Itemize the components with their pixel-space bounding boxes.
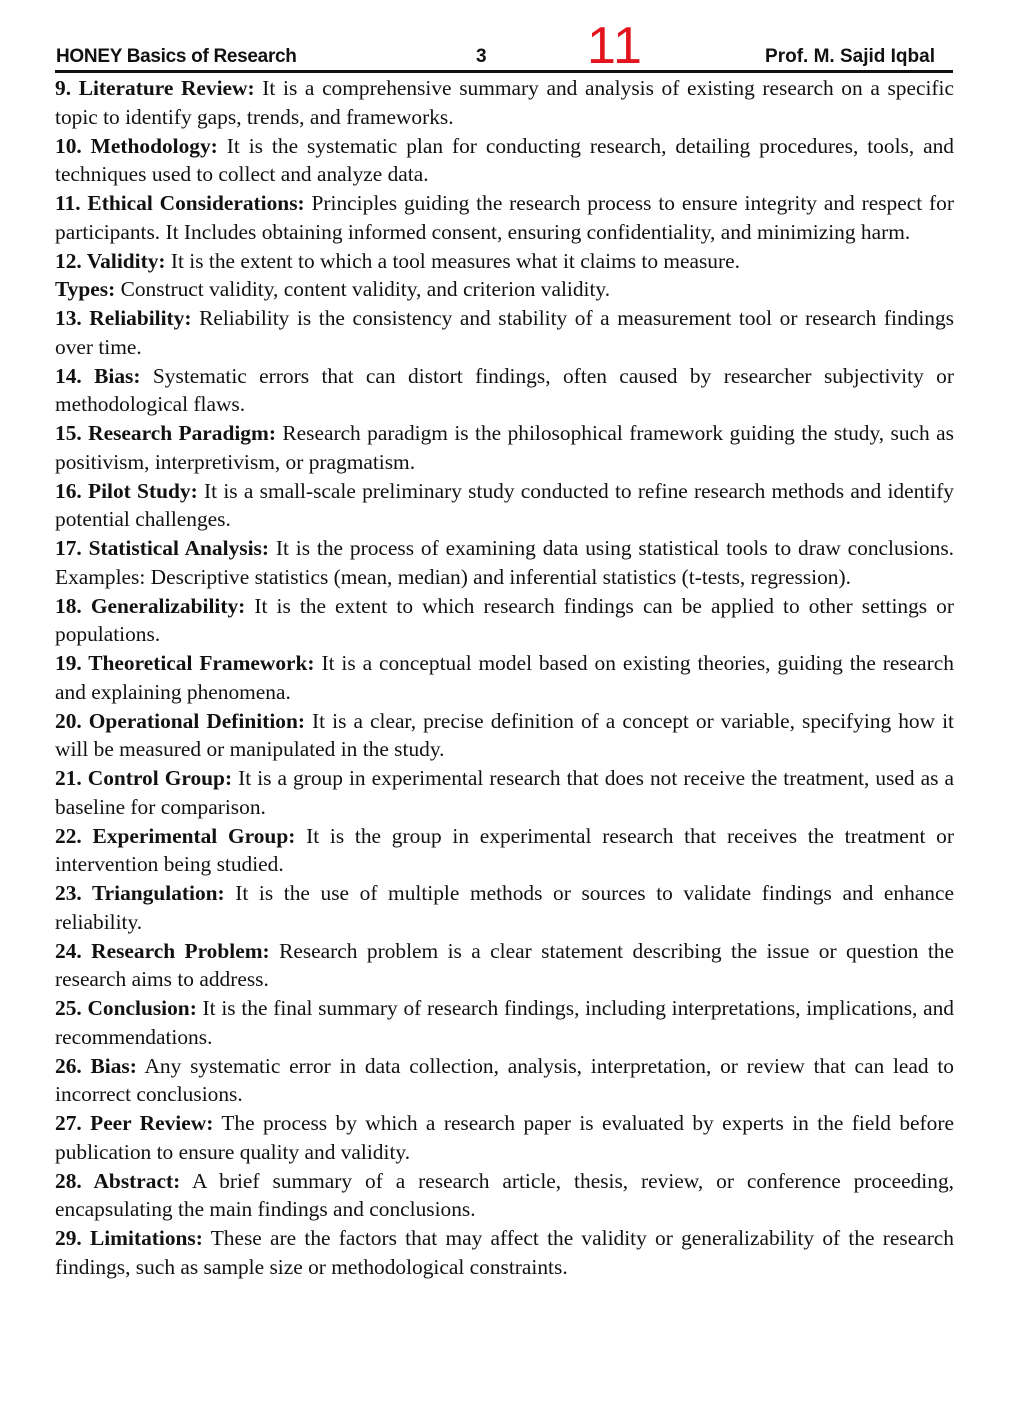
definition-text: It is the process of examining data using statistical tools to draw conclusions. Examples: Descriptive statistics (mean, median) and inferential statistics (t-tests, regression). [55, 536, 954, 589]
definition-term: 9. Literature Review: [55, 76, 255, 100]
definition-entry [55, 764, 954, 822]
definition-term: 23. Triangulation: [55, 881, 225, 905]
definition-text: Systematic errors that can distort findings, often caused by researcher subjectivity or methodological flaws. [55, 363, 954, 417]
definition-term: 10. Methodology: [55, 133, 218, 158]
definition-term: 17. Statistical Analysis: [55, 536, 269, 560]
definition-text: It is a group in experimental research that does not receive the treatment, used as a baseline for comparison. [55, 766, 954, 819]
definition-entry [55, 304, 954, 362]
red-page-marker: 11 [587, 17, 643, 75]
definition-text: It is a small-scale preliminary study conducted to refine research methods and identify potential challenges. [55, 478, 955, 532]
definition-entry [55, 879, 954, 937]
definition-text: It is the systematic plan for conducting research, detailing procedures, tools, and techniques used to collect and analyze data. [55, 133, 954, 187]
definition-entry [55, 1052, 954, 1110]
definition-entry [55, 74, 954, 132]
definition-term: 27. Peer Review: [55, 1111, 214, 1135]
definition-text: Principles guiding the research process to ensure integrity and respect for participants. It Includes obtaining informed consent, ensuring confidentiality, and minimizing harm. [55, 191, 954, 244]
definition-text: It is the final summary of research findings, including interpretations, implications, and recommendations. [55, 996, 954, 1049]
definition-term: 14. Bias: [55, 363, 141, 388]
definition-entry [55, 592, 954, 650]
definition-entry [55, 994, 954, 1052]
definition-entry [55, 534, 954, 592]
definition-text: Research paradigm is the philosophical framework guiding the study, such as positivism, interpretivism, or pragmatism. [55, 421, 954, 474]
definitions-list [55, 74, 954, 1282]
definition-entry [55, 1167, 954, 1225]
definition-term: 28. Abstract: [55, 1168, 181, 1193]
definition-term: 29. Limitations: [55, 1226, 203, 1250]
definition-term: 11. Ethical Considerations: [55, 191, 305, 215]
definition-term: 16. Pilot Study: [55, 478, 198, 503]
definition-term: 21. Control Group: [55, 766, 233, 790]
definition-term: Types: [55, 277, 116, 302]
definition-entry [55, 1109, 954, 1167]
definition-entry [55, 275, 954, 304]
definition-entry [55, 419, 954, 477]
definition-text: It is the use of multiple methods or sources to validate findings and enhance reliability. [55, 881, 954, 934]
definition-entry [55, 362, 954, 420]
page-header [55, 14, 953, 73]
definition-entry [55, 1224, 954, 1282]
definition-text: It is the group in experimental research that receives the treatment or intervention being studied. [55, 823, 954, 877]
document-title: HONEY Basics of Research [56, 46, 297, 67]
definition-entry [55, 937, 954, 995]
definition-text: These are the factors that may affect the validity or generalizability of the research findings, such as sample size or methodological constraints. [55, 1226, 955, 1279]
definition-text: Construct validity, content validity, and criterion validity. [115, 277, 611, 302]
definition-term: 15. Research Paradigm: [55, 421, 276, 445]
page-number: 3 [476, 46, 487, 67]
definition-term: 18. Generalizability: [55, 593, 246, 618]
definition-term: 26. Bias: [55, 1053, 137, 1078]
definition-text: It is a comprehensive summary and analysis of existing research on a specific topic to identify gaps, trends, and frameworks. [55, 76, 954, 129]
definition-text: It is the extent to which a tool measures what it claims to measure. [165, 248, 740, 273]
definition-text: It is a conceptual model based on existing theories, guiding the research and explaining phenomena. [55, 651, 954, 704]
definition-term: 25. Conclusion: [55, 996, 197, 1020]
definition-entry [55, 822, 954, 880]
definition-entry [55, 132, 954, 190]
definition-text: Any systematic error in data collection, analysis, interpretation, or review that can lead to incorrect conclusions. [55, 1053, 954, 1107]
definition-term: 19. Theoretical Framework: [55, 651, 315, 675]
definition-text: Research problem is a clear statement describing the issue or question the research aims to address. [55, 938, 954, 992]
definition-term: 13. Reliability: [55, 306, 192, 330]
definition-entry [55, 247, 954, 276]
definition-term: 24. Research Problem: [55, 938, 270, 963]
author-name: Prof. M. Sajid Iqbal [765, 46, 935, 67]
definition-text: Reliability is the consistency and stability of a measurement tool or research findings over time. [55, 306, 954, 359]
definition-entry [55, 707, 954, 765]
definition-text: It is a clear, precise definition of a concept or variable, specifying how it will be measured or manipulated in the study. [55, 708, 954, 762]
definition-term: 22. Experimental Group: [55, 823, 296, 848]
definition-text: A brief summary of a research article, thesis, review, or conference proceeding, encapsulating the main findings and conclusions. [55, 1168, 954, 1222]
definition-text: It is the extent to which research findings can be applied to other settings or populations. [55, 593, 955, 647]
definition-entry [55, 189, 954, 247]
definition-term: 12. Validity: [55, 248, 166, 273]
definition-text: The process by which a research paper is evaluated by experts in the field before publication to ensure quality and validity. [55, 1111, 954, 1164]
definition-entry [55, 477, 954, 535]
definition-term: 20. Operational Definition: [55, 708, 305, 733]
definition-entry [55, 649, 954, 707]
